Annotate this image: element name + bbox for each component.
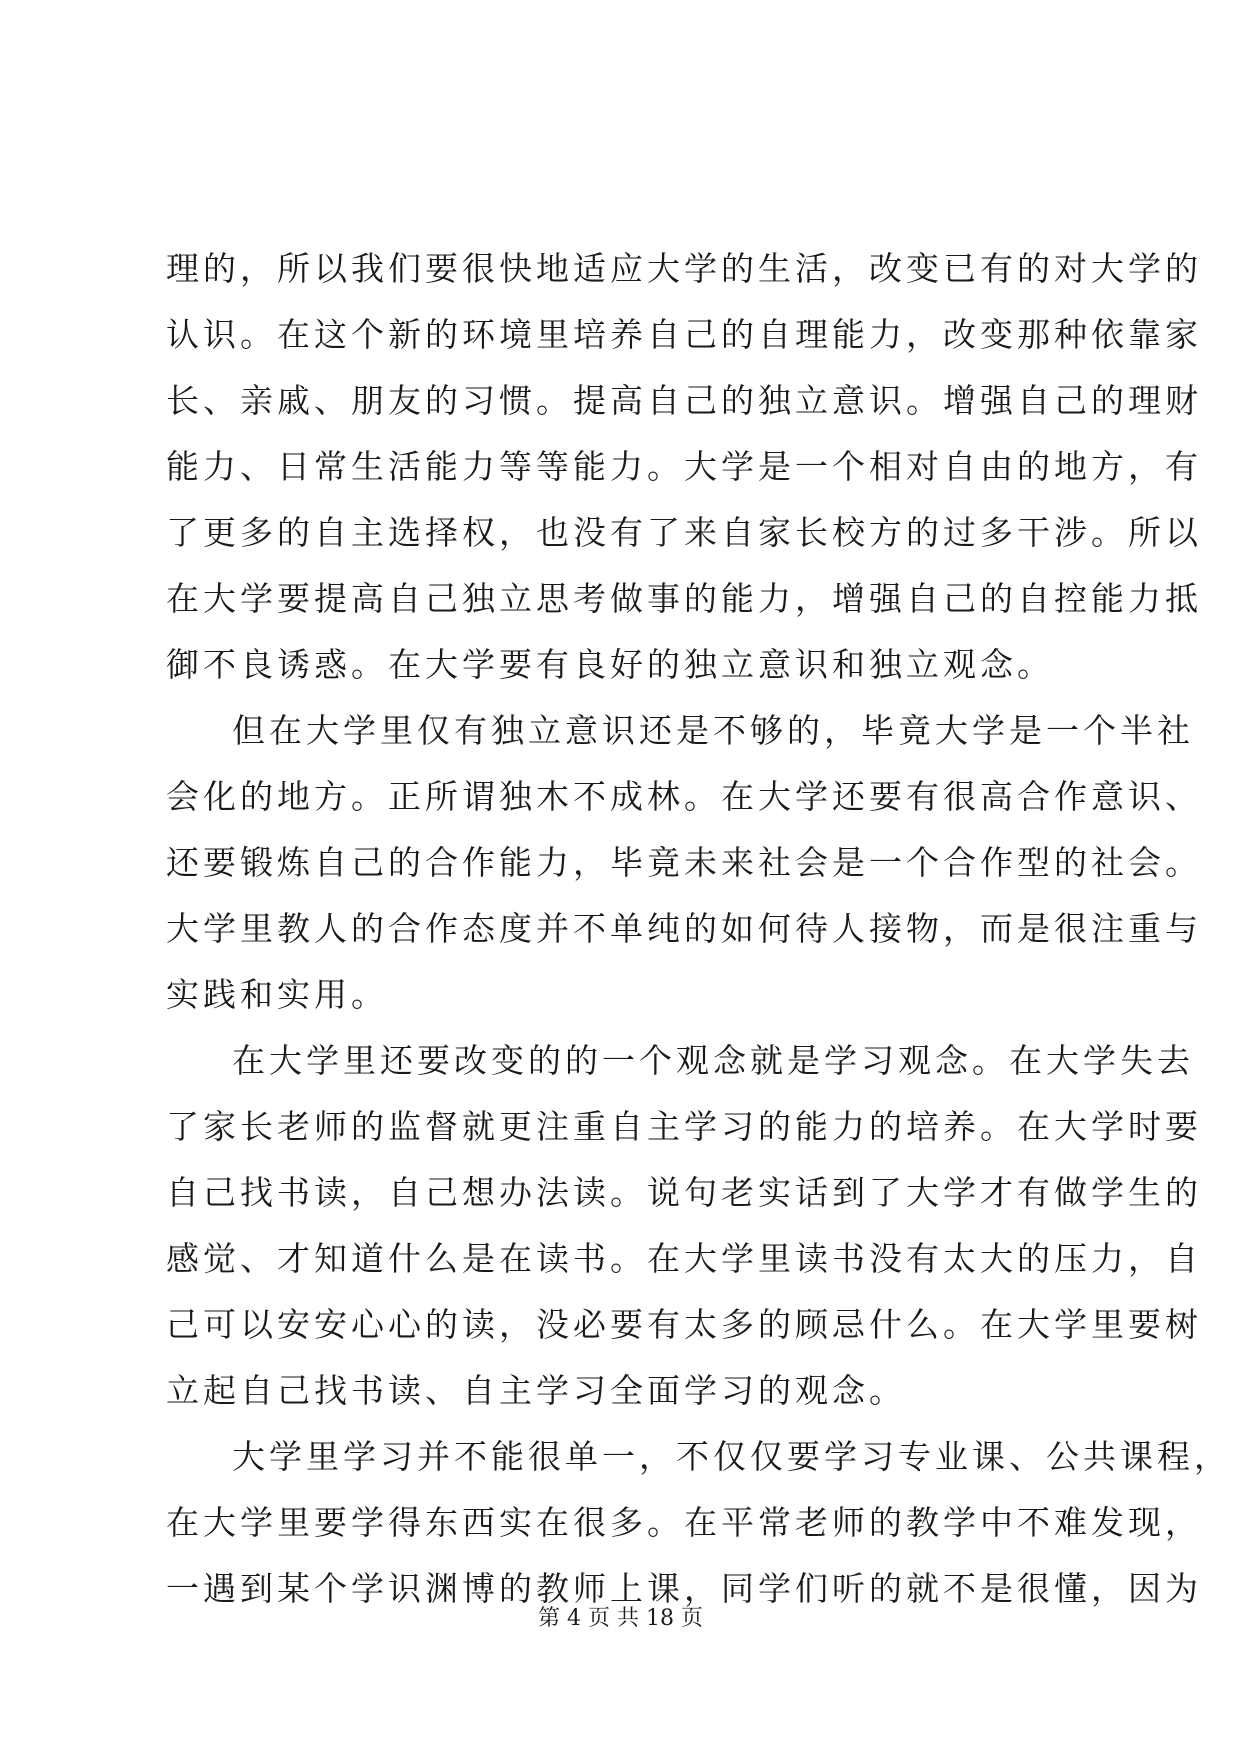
paragraph-3-line-3: 自己找书读，自己想办法读。说句老实话到了大学才有做学生的: [166, 1173, 1202, 1212]
page-number-footer: 第 4 页 共 18 页: [538, 1606, 703, 1631]
paragraph-3-line-1: 在大学里还要改变的的一个观念就是学习观念。在大学失去: [232, 1041, 1194, 1080]
paragraph-1-line-1: 理的，所以我们要很快地适应大学的生活，改变已有的对大学的: [166, 249, 1202, 288]
paragraph-1-line-4: 能力、日常生活能力等等能力。大学是一个相对自由的地方，有: [166, 447, 1202, 486]
paragraph-4-line-1: 大学里学习并不能很单一，不仅仅要学习专业课、公共课程，: [232, 1437, 1231, 1476]
paragraph-1-line-2: 认识。在这个新的环境里培养自己的自理能力，改变那种依靠家: [166, 315, 1202, 354]
paragraph-1-line-5: 了更多的自主选择权，也没有了来自家长校方的过多干涉。所以: [166, 513, 1202, 552]
paragraph-2-line-3: 还要锻炼自己的合作能力，毕竟未来社会是一个合作型的社会。: [166, 843, 1202, 882]
paragraph-1-line-3: 长、亲戚、朋友的习惯。提高自己的独立意识。增强自己的理财: [166, 381, 1202, 420]
paragraph-2-line-2: 会化的地方。正所谓独木不成林。在大学还要有很高合作意识、: [166, 777, 1202, 816]
document-body: [166, 236, 1231, 1622]
paragraph-3-line-5: 己可以安安心心的读，没必要有太多的顾忌什么。在大学里要树: [166, 1305, 1202, 1344]
paragraph-2-line-5: 实践和实用。: [166, 975, 388, 1014]
paragraph-1-line-6: 在大学要提高自己独立思考做事的能力，增强自己的自控能力抵: [166, 579, 1202, 618]
paragraph-4-line-3: 一遇到某个学识渊博的教师上课，同学们听的就不是很懂，因为: [166, 1569, 1202, 1608]
paragraph-4-line-2: 在大学里要学得东西实在很多。在平常老师的教学中不难发现，: [166, 1503, 1202, 1542]
paragraph-1-line-7: 御不良诱惑。在大学要有良好的独立意识和独立观念。: [166, 645, 1054, 684]
paragraph-3-line-2: 了家长老师的监督就更注重自主学习的能力的培养。在大学时要: [166, 1107, 1202, 1146]
paragraph-2-line-1: 但在大学里仅有独立意识还是不够的，毕竟大学是一个半社: [232, 711, 1194, 750]
paragraph-3-line-4: 感觉、才知道什么是在读书。在大学里读书没有太大的压力，自: [166, 1239, 1202, 1278]
paragraph-3-line-6: 立起自己找书读、自主学习全面学习的观念。: [166, 1371, 906, 1410]
paragraph-2-line-4: 大学里教人的合作态度并不单纯的如何待人接物，而是很注重与: [166, 909, 1202, 948]
